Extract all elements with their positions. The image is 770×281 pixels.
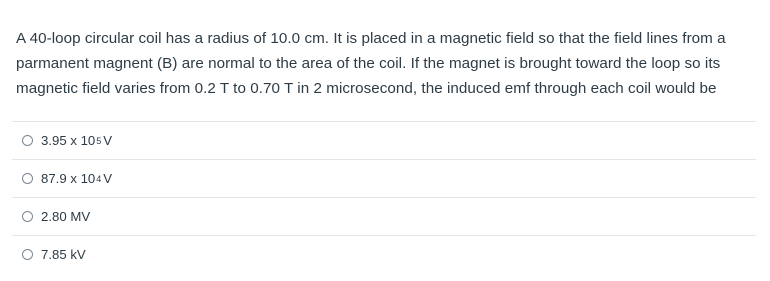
answer-option[interactable] (12, 159, 756, 197)
radio-button[interactable] (22, 135, 33, 146)
answer-base: 2.80 MV (41, 209, 91, 224)
answer-label (41, 247, 89, 262)
answer-unit: V (103, 133, 113, 148)
radio-button[interactable] (22, 173, 33, 184)
answer-option[interactable] (12, 197, 756, 235)
radio-button[interactable] (22, 249, 33, 260)
answer-option[interactable] (12, 121, 756, 159)
answer-label: 87.9 x 10 $^4$ V (41, 171, 113, 186)
question-text: A 40-loop circular coil has a radius of 10.0 cm. It is placed in a magnetic field so that the field lines from a parmanent magnent (B) are normal to the area of the coil. If the magnet is brought toward the loop so its magnetic field varies from 0.2 T to 0.70 T in 2 microsecond, the induced emf through each coil would be (16, 30, 726, 97)
radio-button[interactable] (22, 211, 33, 222)
answer-base: 87.9 x 10 (41, 171, 96, 186)
answer-base: 3.95 x 10 (41, 133, 96, 148)
answer-list (12, 121, 756, 273)
answer-option[interactable] (12, 235, 756, 273)
answer-label (41, 209, 93, 224)
answer-unit: V (103, 171, 113, 186)
answer-base: 7.85 kV (41, 247, 86, 262)
answer-label: 3.95 x 10 $^5$ V (41, 133, 113, 148)
